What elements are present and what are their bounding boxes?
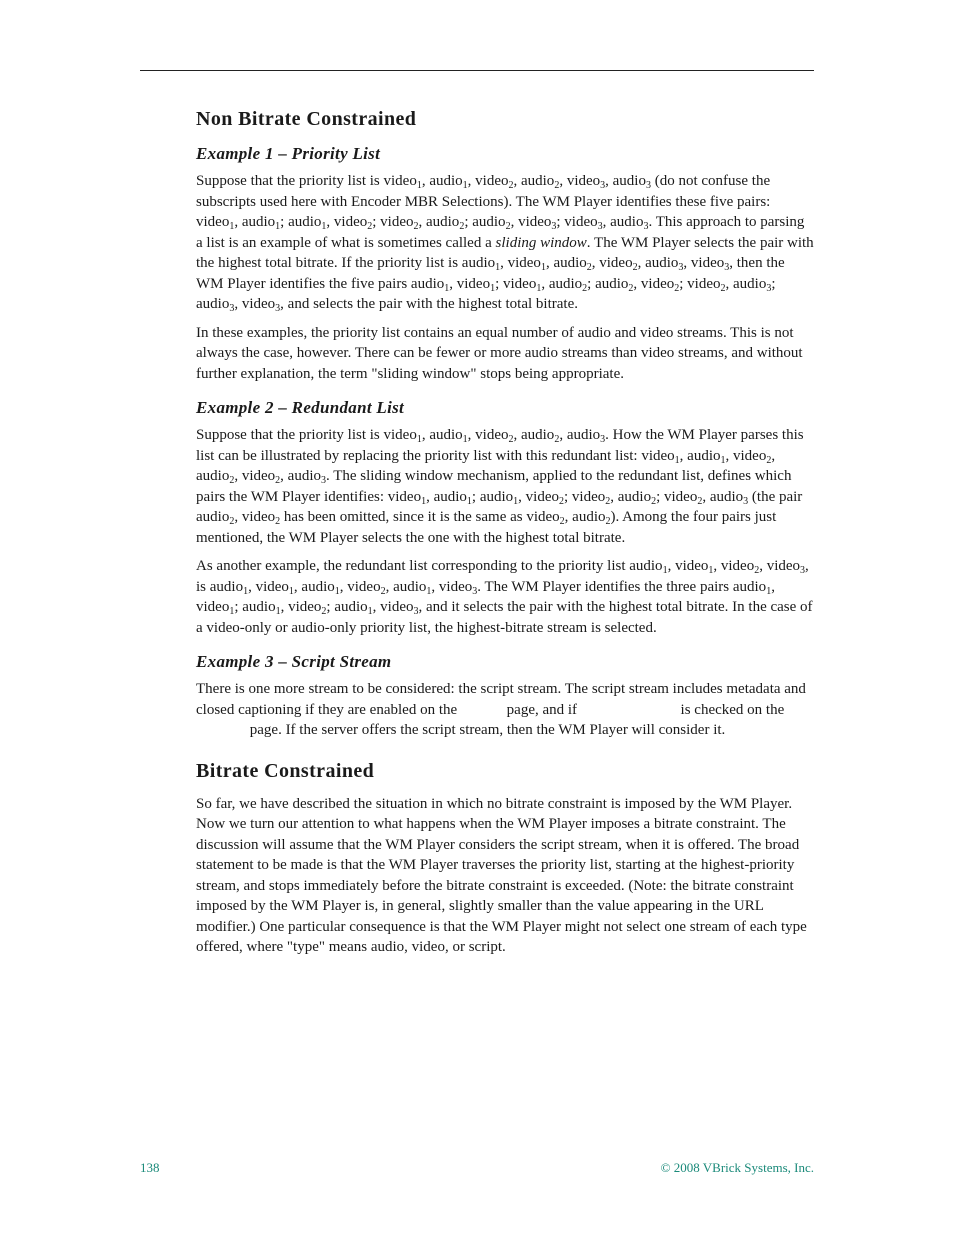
bitrate-constrained-paragraph: So far, we have described the situation in which no bitrate constraint is imposed by the WM Player. Now we turn our attention to what happens when the WM Player imposes a bitrate constraint. The discussion will assume that the WM Player considers the script stream, when it is offered. The broad statement to be made is that the WM Player traverses the priority list, starting at the highest-priority stream, and stops immediately before the bitrate constraint is exceeded. (Note: the bitrate constraint imposed by the WM Player is, in general, slightly smaller than the value appearing in the URL modifier.) One particular consequence is that the WM Player might not select one stream of each type offered, where "type" means audio, video, or script.: [196, 795, 807, 955]
example2-second-paragraph: As another example, the redundant list corresponding to the priority list audio$_1$, video$_1$, video$_2$, video$_3$, is audio$_1$, video$_1$, audio$_1$, video$_2$, audio$_1$, video$_3$. The WM Player identifies the three pairs audio$_1$, video$_1$; audio$_1$, video$_2$; audio$_1$, video$_3$, and it selects the pair with the highest total bitrate. In the case of a video-only or audio-only priority list, the highest-bitrate stream is selected.: [196, 558, 813, 636]
sliding-window-term: sliding window: [495, 234, 587, 251]
example3-heading: Example 3 – Script Stream: [196, 652, 392, 671]
page-content: [196, 105, 814, 958]
section-title-non-bitrate: Non Bitrate Constrained: [196, 108, 417, 130]
example2-heading: Example 2 – Redundant List: [196, 398, 405, 417]
example3-paragraph: There is one more stream to be considered: the script stream. The script stream includes metadata and closed captioning if they are enabled on the page, and if is checked on the page. If the server offers the script stream, then the WM Player will consider it.: [196, 681, 806, 738]
example1-paragraph: Suppose that the priority list is video$_1$, audio$_1$, video$_2$, audio$_2$, video$_3$, audio$_3$ (do not confuse the subscripts used here with Encoder MBR Selections). The WM Player identifies these five pairs: video$_1$, audio$_1$; audio$_1$, video$_2$; video$_2$, audio$_2$; audio$_2$, video$_3$; video$_3$, audio$_3$. This approach to parsing a list is an example of what is sometimes called a sliding window. The WM Player selects the pair with the highest total bitrate. If the priority list is audio$_1$, video$_1$, audio$_2$, video$_2$, audio$_3$, video$_3$, then the WM Player identifies the five pairs audio$_1$, video$_1$; video$_1$, audio$_2$; audio$_2$, video$_2$; video$_2$, audio$_3$; audio$_3$, video$_3$, and selects the pair with the highest total bitrate.: [196, 173, 814, 314]
section-title-bitrate: Bitrate Constrained: [196, 759, 375, 782]
header-rule: [140, 70, 814, 71]
copyright-notice: © 2008 VBrick Systems, Inc.: [660, 1160, 814, 1175]
example1-note-paragraph: In these examples, the priority list contains an equal number of audio and video streams. This is not always the case, however. There can be fewer or more audio streams than video streams, and without further explanation, the term "sliding window" stops being appropriate.: [196, 324, 803, 382]
example2-paragraph: Suppose that the priority list is video$_1$, audio$_1$, video$_2$, audio$_2$, audio$_3$. How the WM Player parses this list can be illustrated by replacing the priority list with this redundant list: video$_1$, audio$_1$, video$_2$, audio$_2$, video$_2$, audio$_3$. The sliding window mechanism, applied to the redundant list, defines which pairs the WM Player identifies: video$_1$, audio$_1$; audio$_1$, video$_2$; video$_2$, audio$_2$; video$_2$, audio$_3$ (the pair audio$_2$, video$_2$ has been omitted, since it is the same as video$_2$, audio$_2$). Among the four pairs just mentioned, the WM Player selects the one with the highest total bitrate.: [196, 427, 804, 546]
example1-heading: Example 1 – Priority List: [196, 144, 381, 163]
page-number: 138: [140, 1160, 160, 1175]
